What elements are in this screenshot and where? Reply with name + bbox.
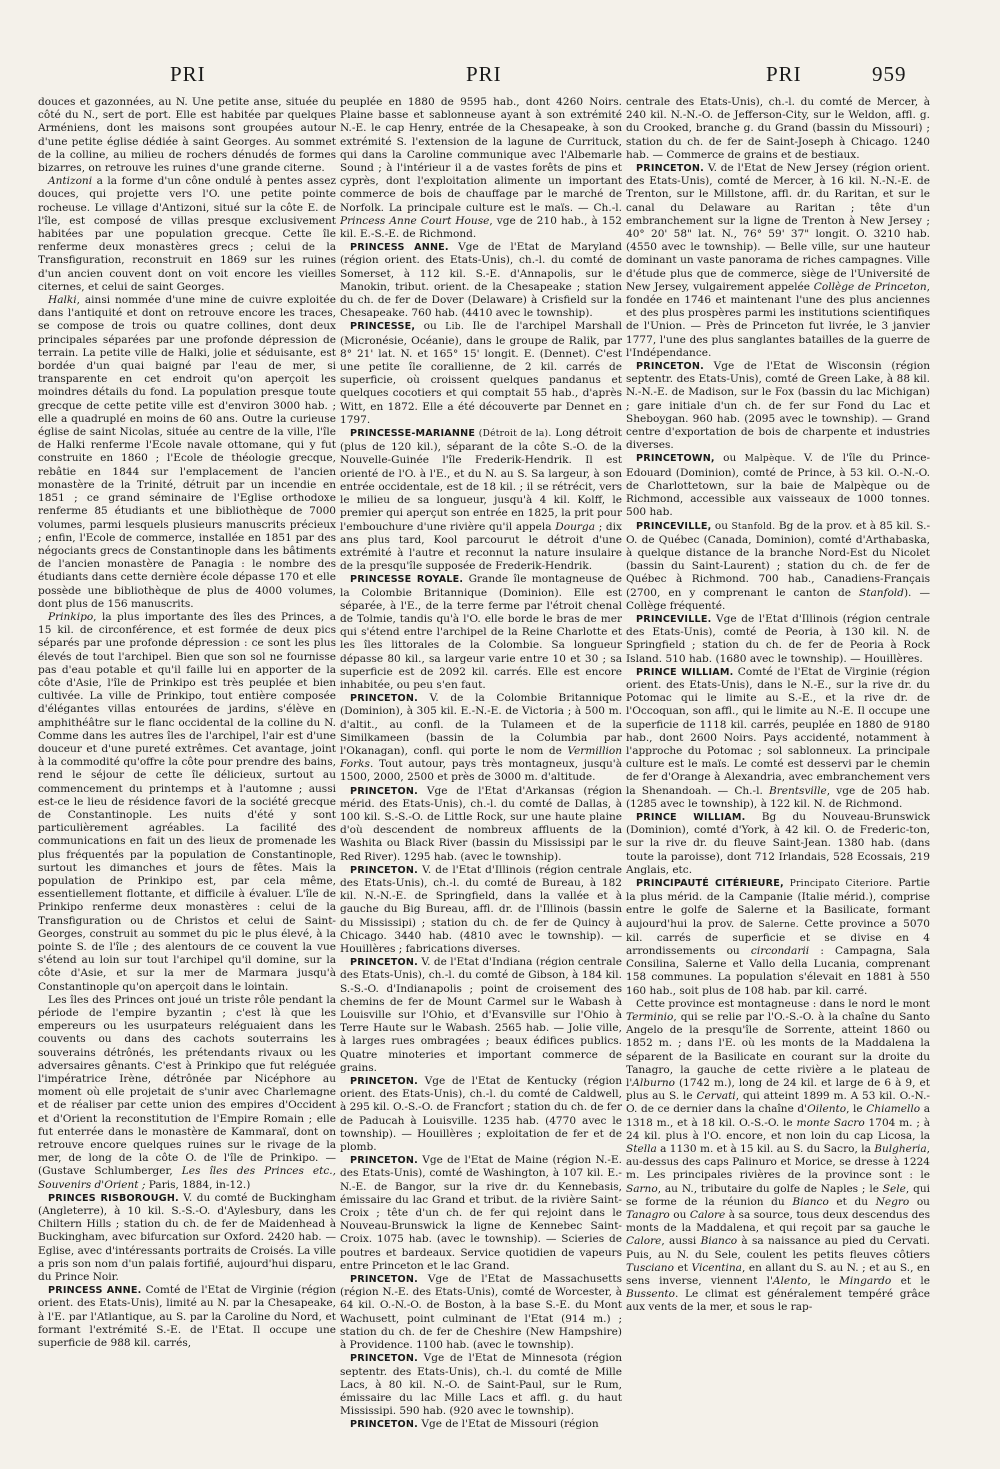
paragraph: Halki, ainsi nommée d'une mine de cuivre exploitée dans l'antiquité et dont on retrouve encore les traces, se compose de trois ou quatre collines, dont deux principales séparées par une profonde dépression de terrain. La petite ville de Halki, jolie et séduisante, est bordée d'un quai baigné par l'eau de mer, si transparente en cet endroit qu'on aperçoit les moindres détails du fond. La population presque toute grecque de cette petite ville est d'environ 3000 hab. ; elle a quadruplé en moins de 60 ans. Outre la curieuse église de saint Nicolas, située au centre de la ville, l'île de Halki renferme l'Ecole navale ottomane, qui y fut construite en 1860 ; l'Ecole de théologie grecque, rebâtie en 1844 sur l'emplacement de l'ancien monastère de la Trinité, détruit par un incendie en 1851 ; ce grand séminaire de l'Eglise orthodoxe renferme 85 étudiants et une bibliothèque de 7000 volumes, parmi lesquels plusieurs manuscrits précieux ; enfin, l'Ecole de commerce, installée en 1851 par des négociants grecs de Constantinople dans les bâtiments de l'ancien monastère de Panagia : le nombre des étudiants dans cette dernière école dépasse 170 et elle possède une bibliothèque de plus de 4000 volumes, dont plus de 156 manuscrits.	[38, 294, 336, 610]
entry-headword: PRINCETON.	[350, 1155, 418, 1167]
entry: PRINCETON. Vge de l'Etat de Massachusetts (région N.-E. des Etats-Unis), comté de Worcester, à 64 kil. O.-N.-O. de Boston, à la base S.-E. du Mont Wachusett, point culminant de l'Etat (914 m.) ; station du ch. de fer de Cheshire (New Hampshire) à Providence. 1100 hab. (avec le township).	[340, 1273, 622, 1352]
page-number: 959	[872, 62, 907, 86]
paragraph: Prinkipo, la plus importante des îles des Princes, a 15 kil. de circonférence, et est formée de deux pics séparés par une profonde dépression : ce sont les plus élevés de tout l'archipel. Bien que son sol ne fournisse pas d'eau potable et qu'il faille lui en apporter de la côte d'Asie, l'île de Prinkipo est très peuplée et bien cultivée. La ville de Prinkipo, tout entière composée d'élégantes villas entourées de jardins, s'élève en amphithéâtre sur le flanc occidental de la colline du N. Comme dans les autres îles de l'archipel, l'air est d'une douceur et d'une pureté extrêmes. Cet avantage, joint à la commodité qu'offre la côte pour prendre des bains, rend le séjour de cette île délicieux, surtout au commencement du printemps et à l'automne ; aussi est-ce le lieu de résidence favori de la société grecque de Constantinople. Les nuits d'été y sont particulièrement agréables. La facilité des communications en fait un des lieux de promenade les plus fréquentés par la population de Constantinople, surtout les dimanches et jours de fêtes. Mais la population de Prinkipo est, par cela même, essentiellement flottante, et difficile à évaluer. L'île de Prinkipo renferme deux monastères : celui de la Transfiguration ou de Christos et celui de Saint-Georges, construit au sommet du pic le plus élevé, à la pointe S. de l'île ; des alentours de ce couvent la vue s'étend au loin sur tout l'archipel qu'il domine, sur la côte d'Asie, et sur la mer de Marmara jusqu'à Constantinople qu'on aperçoit dans le lointain.	[38, 610, 336, 993]
entry: PRINCE WILLIAM. Bg du Nouveau-Brunswick (Dominion), comté d'York, à 42 kil. O. de Frederic-ton, sur la rive dr. du fleuve Saint-Jean. 1380 hab. (dans toute la paroisse), dont 712 Irlandais, 528 Ecossais, 219 Anglais, etc.	[626, 810, 930, 876]
entry-headword: PRINCE WILLIAM.	[636, 666, 734, 678]
paragraph: centrale des Etats-Unis), ch.-l. du comté de Mercer, à 240 kil. N.-N.-O. de Jefferson-City, sur le Weldon, affl. g. du Crooked, branche g. du Grand (bassin du Missouri) ; station du ch. de fer de Saint-Joseph à Chicago. 1240 hab. — Commerce de grains et de bestiaux.	[626, 96, 930, 161]
entry: PRINCES RISBOROUGH. V. du comté de Buckingham (Angleterre), à 10 kil. S.-S.-O. d'Aylesbury, dans les Chiltern Hills ; station du ch. de fer de Maidenhead à Buckingham, avec bifurcation sur Oxford. 2420 hab. — Eglise, avec d'intéressants portraits de Croisés. La ville a pris son nom d'un palais fortifié, aujourd'hui disparu, du Prince Noir.	[38, 1191, 336, 1284]
entry-headword: PRINCE WILLIAM.	[636, 811, 746, 823]
entry: PRINCETON. V. de l'Etat d'Indiana (région centrale des Etats-Unis), ch.-l. du comté de Gibson, à 184 kil. S.-S.-O. d'Indianapolis ; point de croisement des chemins de fer de Mount Carmel sur le Wabash à Louisville sur l'Ohio, et d'Evansville sur l'Ohio à Terre Haute sur le Wabash. 2565 hab. — Jolie ville, à larges rues ombragées ; beaux édifices publics. Quatre minoteries et important commerce de grains.	[340, 956, 622, 1074]
entry-headword: PRINCESSE-MARIANNE	[350, 428, 476, 440]
entry: PRINCETON. Vge de l'Etat de Maine (région N.-E. des Etats-Unis), comté de Washington, à 107 kil. E.-N.-E. de Bangor, sur la rive dr. du Kennebasis, émissaire du lac Grand et tribut. de la rivière Saint-Croix ; tête d'un ch. de fer qui rejoint dans le Nouveau-Brunswick la ligne de Kennebec Saint-Croix. 1075 hab. (avec le township). — Scieries de poutres et bardeaux. Service quotidien de vapeurs entre Princeton et le lac Grand.	[340, 1154, 622, 1272]
entry: PRINCETON. V. de la Colombie Britannique (Dominion), à 305 kil. E.-N.-E. de Victoria ; à 500 m. d'altit., au confl. de la Tulameen et de la Similkameen (bassin de la Columbia par l'Okanagan), confl. qui porte le nom de Vermillion Forks. Tout autour, pays très montagneux, jusqu'à 1500, 2000, 2500 et près de 3000 m. d'altitude.	[340, 692, 622, 784]
paragraph: Les îles des Princes ont joué un triste rôle pendant la période de l'empire byzantin ; c'est là que les empereurs ou les usurpateurs reléguaient dans les couvents ou dans des cachots souterrains les souverains détrônés, les prétendants rivaux ou les adversaires gênants. C'est à Prinkipo que fut reléguée l'impératrice Irène, détrônée par Nicéphore au moment où elle projetait de s'unir avec Charlemagne et de réaliser par cette union des empires d'Occident et d'Orient la reconstitution de l'Empire Romain ; elle fut enterrée dans le monastère de Kammaraï, dont on retrouve encore quelques ruines sur le rivage de la mer, de long de la côte O. de l'île de Prinkipo. — (Gustave Schlumberger, Les îles des Princes etc., Souvenirs d'Orient ; Paris, 1884, in-12.)	[38, 993, 336, 1191]
entry: PRINCESSE, ou Lib. Ile de l'archipel Marshall (Micronésie, Océanie), dans le groupe de Ralik, par 8° 21' lat. N. et 165° 15' longit. E. (Dennet). C'est une petite île corallienne, de 2 kil. carrés de superficie, où croissent quelques pandanus et quelques cocotiers et qui comptait 55 hab., d'après Witt, en 1872. Elle a été découverte par Dennet en 1797.	[340, 320, 622, 426]
entry: PRINCESS ANNE. Vge de l'Etat de Maryland (région orient. des Etats-Unis), ch.-l. du comté de Somerset, à 112 kil. S.-E. d'Annapolis, sur le Manokin, tribut. orient. de la Chesapeake ; station du ch. de fer de Dover (Delaware) à Crisfield sur la Chesapeake. 760 hab. (4410 avec le township).	[340, 241, 622, 320]
column-middle	[340, 96, 622, 1436]
entry-headword: PRINCESS ANNE.	[350, 242, 449, 254]
entry-headword: PRINCETON.	[350, 1076, 418, 1088]
column-right	[626, 96, 930, 1436]
entry-headword: PRINCETON.	[350, 785, 418, 797]
entry-headword: PRINCETON.	[350, 957, 418, 969]
entry: PRINCETON. V. de l'Etat de New Jersey (région orient. des Etats-Unis), comté de Mercer, à 16 kil. N.-N.-E. de Trenton, sur le Millstone, affl. dr. du Raritan, et sur le canal du Delaware au Raritan ; tête d'un embranchement sur la ligne de Trenton à New Jersey ; 40° 20' 58" lat. N., 76° 59' 37" longit. O. 3210 hab. (4550 avec le township). — Belle ville, sur une hauteur dominant un vaste panorama de riches campagnes. Ville d'étude plus que de commerce, siège de l'Université de New Jersey, vulgairement appelée Collège de Princeton, fondée en 1746 et maintenant l'une des plus anciennes et des plus prospères parmi les institutions scientifiques de l'Union. — Près de Princeton fut livrée, le 3 janvier 1777, l'une des plus sanglantes batailles de la guerre de l'Indépendance.	[626, 162, 930, 359]
entry: PRINCESSE ROYALE. Grande île montagneuse de la Colombie Britannique (Dominion). Elle est séparée, à l'E., de la terre ferme par l'étroit chenal de Tolmie, tandis qu'à l'O. elle borde le bras de mer qui s'étend entre l'archipel de la Reine Charlotte et les îles littorales de la Colombie. Sa longueur dépasse 80 kil., sa largeur varie entre 10 et 30 ; sa superficie est de 2092 kil. carrés. Elle est encore inhabitée, ou peu s'en faut.	[340, 573, 622, 691]
entry-headword: PRINCESSE,	[350, 321, 416, 333]
entry-headword: PRINCETON.	[636, 361, 704, 373]
entry: PRINCETON. Vge de l'Etat de Wisconsin (région septentr. des Etats-Unis), comté de Green Lake, à 88 kil. N.-N.-E. de Madison, sur le Fox (bassin du lac Michigan) ; gare initiale d'un ch. de fer sur Fond du Lac et Sheboygan. 960 hab. (2095 avec le township). — Grand centre d'exportation de bois de charpente et industries diverses.	[626, 360, 930, 452]
entry-headword: PRINCETON.	[636, 163, 704, 175]
entry-headword: PRINCETON.	[350, 1419, 418, 1431]
entry: PRINCETON. Vge de l'Etat de Minnesota (région septentr. des Etats-Unis), ch.-l. du comté de Mille Lacs, à 80 kil. N.-O. de Saint-Paul, sur le Rum, émissaire du lac Mille Lacs et affl. g. du haut Mississipi. 590 hab. (920 avec le township).	[340, 1352, 622, 1418]
entry: PRINCEVILLE. Vge de l'Etat d'Illinois (région centrale des Etats-Unis), comté de Peoria, à 130 kil. N. de Springfield ; station du ch. de fer de Peoria à Rock Island. 510 hab. (1680 avec le township). — Houillères.	[626, 612, 930, 665]
entry-headword: PRINCETOWN,	[636, 453, 715, 465]
entry: PRINCE WILLIAM. Comté de l'Etat de Virginie (région orient. des Etats-Unis), dans le N.-E., sur la rive dr. du Potomac qui le limite au S.-E., et la rive dr. de l'Occoquan, son affl., qui le limite au N.-E. Il occupe une superficie de 1118 kil. carrés, peuplée en 1880 de 9180 hab., dont 2600 Noirs. Pays accidenté, notamment à l'approche du Potomac ; sol sablonneux. La principale culture est le maïs. Le comté est desservi par le chemin de fer d'Orange à Alexandria, avec embranchement vers la Shenandoah. — Ch.-l. Brentsville, vge de 205 hab. (1285 avec le township), à 122 kil. N. de Richmond.	[626, 665, 930, 810]
entry-headword: PRINCEVILLE.	[636, 613, 712, 625]
column-left	[38, 96, 336, 1436]
entry: PRINCETON. Vge de l'Etat de Kentucky (région orient. des Etats-Unis), ch.-l. du comté de Caldwell, à 295 kil. O.-S.-O. de Francfort ; station du ch. de fer de Paducah à Louisville. 1235 hab. (4770 avec le township). — Houillères ; exploitation de fer et de plomb.	[340, 1075, 622, 1154]
entry-headword: PRINCETON.	[350, 1274, 418, 1286]
running-header	[0, 62, 1000, 92]
entry-headword: PRINCEVILLE,	[636, 520, 712, 532]
entry: PRINCESSE-MARIANNE (Détroit de la). Long détroit (plus de 120 kil.), séparant de la côte S.-O. de la Nouvelle-Guinée l'île Frederik-Hendrik. Il est orienté de l'O. à l'E., et du N. au S. Sa largeur, à son entrée occidentale, est de 18 kil. ; il se rétrécit, vers le milieu de sa longueur, jusqu'à 4 kil. Kolff, le premier qui aperçut son entrée en 1825, la prit pour l'embouchure d'une rivière qu'il appela Dourga ; dix ans plus tard, Kool parcourut le détroit d'une extrémité à l'autre et reconnut la nature insulaire de la presqu'île supposée de Frederik-Hendrik.	[340, 427, 622, 573]
entry-headword: PRINCETON.	[350, 864, 418, 876]
entry: PRINCETON. Vge de l'Etat de Missouri (région	[350, 1418, 599, 1431]
entry: PRINCEVILLE, ou Stanfold. Bg de la prov. et à 85 kil. S.-O. de Québec (Canada, Dominion), comté d'Arthabaska, à quelque distance de la branche Nord-Est du Nicolet (bassin du Saint-Laurent) ; station du ch. de fer de Québec à Richmond. 700 hab., Canadiens-Français (2700, en y comprenant le canton de Stanfold). — Collège fréquenté.	[626, 519, 930, 612]
header-center: PRI	[466, 62, 502, 86]
entry-headword: PRINCESSE ROYALE.	[350, 574, 464, 586]
entry: PRINCETOWN, ou Malpèque. V. de l'île du Prince-Edouard (Dominion), comté de Prince, à 53 kil. O.-N.-O. de Charlottetown, sur la baie de Malpèque ou de Richmond, accessible aux vaisseaux de 1000 tonnes. 500 hab.	[626, 452, 930, 519]
entry-headword: PRINCESS ANNE.	[48, 1285, 142, 1297]
header-right: PRI	[766, 62, 802, 86]
entry: PRINCETON. Vge de l'Etat d'Arkansas (région mérid. des Etats-Unis), ch.-l. du comté de Dallas, à 100 kil. S.-S.-O. de Little Rock, sur une haute plaine d'où descendent de nombreux affluents de la Washita ou Black River (bassin du Mississipi par le Red River). 1295 hab. (avec le township).	[340, 784, 622, 863]
entry-headword: PRINCES RISBOROUGH.	[48, 1192, 179, 1204]
paragraph: Cette province est montagneuse : dans le nord le mont Terminio, qui se relie par l'O.-S.-O. à la chaîne du Santo Angelo de la presqu'île de Sorrente, atteint 1860 ou 1852 m. ; dans l'E. où les monts de la Maddalena la séparent de la Basilicate en courant sur la droite du Tanagro, la gauche de cette rivière a le plateau de l'Alburno (1742 m.), long de 24 kil. et large de 6 à 9, et plus au S. le Cervati, qui atteint 1899 m. A 53 kil. O.-N.-O. de ce dernier dans la chaîne d'Oilento, le Chiamello a 1318 m., et à 18 kil. O.-S.-O. le monte Sacro 1704 m. ; à 24 kil. plus à l'O. encore, et non loin du cap Licosa, la Stella a 1130 m. et à 15 kil. au S. du Sacro, la Bulgheria, au-dessus des caps Palinuro et Morice, se dresse à 1224 m. Les principales rivières de la province sont : le Sarno, au N., tributaire du golfe de Naples ; le Sele, qui se forme de la réunion du Bianco et du Negro ou Tanagro ou Calore à sa source, tous deux descendus des monts de la Maddalena, et qui reçoit par sa gauche le Calore, aussi Bianco à sa naissance au pied du Cervati. Puis, au N. du Sele, coulent les petits fleuves côtiers Tusciano et Vicentina, en allant du S. au N. ; et au S., en sens inverse, viennent l'Alento, le Mingardo et le Bussento. Le climat est généralement tempéré grâce aux vents de la mer, et sous le rap-	[626, 997, 930, 1314]
paragraph: peuplée en 1880 de 9595 hab., dont 4260 Noirs. Plaine basse et sablonneuse ayant à son extrémité N.-E. le cap Henry, entrée de la Chesapeake, à son extrémité S. l'extension de la lagune de Currituck, qui dans la Caroline communique avec l'Albemarle Sound ; à l'intérieur il a de vastes forêts de pins et cyprès, dont l'exploitation alimente un important commerce de bois de chauffage par le marché de Norfolk. La principale culture est le maïs. — Ch.-l. Princess Anne Court House, vge de 210 hab., à 152 kil. E.-S.-E. de Richmond.	[340, 96, 622, 241]
entry-headword: PRINCETON.	[350, 693, 418, 705]
paragraph: Antizoni a la forme d'un cône ondulé à pentes assez douces, qui projette vers l'O. une petite pointe rocheuse. Le village d'Antizoni, situé sur la côte E. de l'île, est composé de villas presque exclusivement habitées par une population grecque. Cette île renferme deux monastères grecs ; celui de la Transfiguration, reconstruit en 1869 sur les ruines d'un ancien couvent dont on voit encore les vieilles citernes, et celui de saint Georges.	[38, 175, 336, 293]
paragraph: douces et gazonnées, au N. Une petite anse, située du côté du N., sert de port. Elle est habitée par quelques Arméniens, dont les maisons sont groupées autour d'une petite église dédiée à saint Georges. Au sommet de la colline, au milieu de rochers dénudés de formes bizarres, on retrouve les ruines d'une grande citerne.	[38, 96, 336, 175]
entry: PRINCESS ANNE. Comté de l'Etat de Virginie (région orient. des Etats-Unis), limité au N. par la Chesapeake, à l'E. par l'Atlantique, au S. par la Caroline du Nord, et formant l'extrémité S.-E. de l'Etat. Il occupe une superficie de 988 kil. carrés,	[38, 1284, 336, 1350]
entry-headword: PRINCIPAUTÉ CITÉRIEURE,	[636, 877, 784, 889]
entry-headword: PRINCETON.	[350, 1353, 418, 1365]
entry: PRINCIPAUTÉ CITÉRIEURE, Principato Citeriore. Partie la plus mérid. de la Campanie (Italie mérid.), comprise entre le golfe de Salerne et la Basilicate, formant aujourd'hui la prov. de Salerne. Cette province a 5070 kil. carrés de superficie et se divise en 4 arrondissements ou circondarii : Campagna, Sala Consilina, Salerne et Vallo della Lucania, comprenant 158 communes. La population s'élevait en 1881 à 550 160 hab., soit plus de 108 hab. par kil. carré.	[626, 876, 930, 997]
entry: PRINCETON. V. de l'Etat d'Illinois (région centrale des Etats-Unis), ch.-l. du comté de Bureau, à 182 kil. N.-N.-E. de Springfield, dans la vallée et à gauche du Big Bureau, affl. dr. de l'Illinois (bassin du Mississipi) ; station du ch. de fer de Quincy à Chicago. 3440 hab. (4810 avec le township). — Houillères ; fabrications diverses.	[340, 863, 622, 955]
header-left: PRI	[170, 62, 206, 86]
